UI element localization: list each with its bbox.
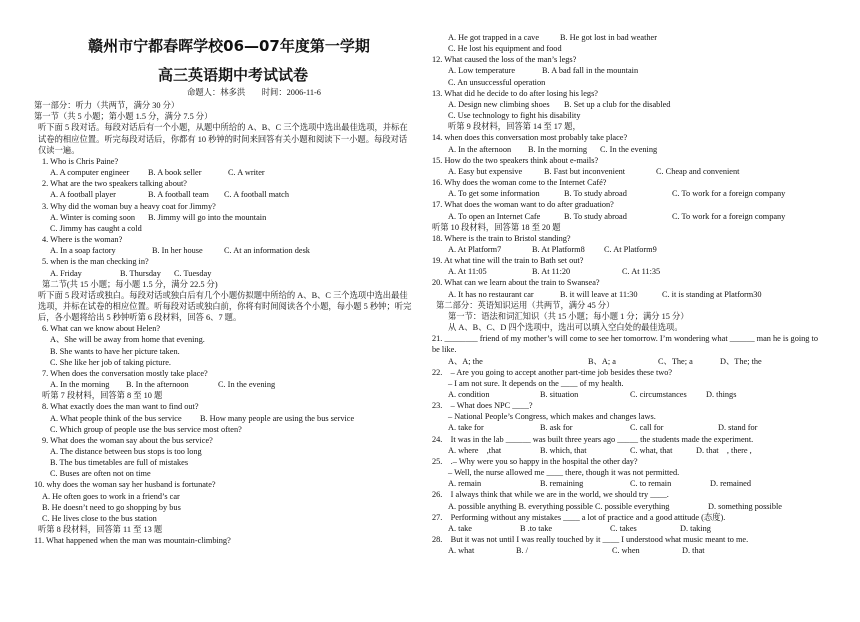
left-question-list bbox=[34, 100, 414, 546]
answer-option: A. Friday bbox=[50, 268, 82, 278]
answer-option: D. remained bbox=[710, 479, 752, 489]
question-text: 12. What caused the loss of the man’s legs? bbox=[432, 55, 577, 65]
question-text: 19. At what tine will the train to Bath set out? bbox=[432, 256, 584, 266]
answer-option: A. what bbox=[448, 546, 475, 556]
answer-option: A. To get some information bbox=[448, 189, 540, 199]
answer-options bbox=[34, 268, 414, 279]
answer-options bbox=[432, 422, 824, 433]
answer-option: B. situation bbox=[540, 390, 579, 399]
question-text: 24. It was in the lab ______ was built three years ago _____ the students made the experiment. bbox=[432, 434, 754, 444]
answer-option: C. At Platform9 bbox=[604, 244, 657, 254]
answer-option: B. In the morning bbox=[528, 144, 587, 154]
answer-option: C. Cheap and convenient bbox=[656, 166, 740, 176]
answer-option: B .to take bbox=[520, 523, 553, 533]
answer-options bbox=[432, 144, 824, 155]
answer-options bbox=[34, 167, 414, 178]
question-text: 14. when does this conversation most probably take place? bbox=[432, 133, 628, 143]
question-text: 第一节（共 5 小题；第小题 1.5 分，满分 7.5 分） bbox=[34, 112, 213, 122]
exam-meta: 命题人：林多洪 时间：2006-11-6 bbox=[187, 88, 321, 97]
right-question-list bbox=[432, 32, 824, 556]
question-text: 第二部分：英语知识运用（共两节，满分 45 分） bbox=[436, 300, 615, 310]
question-text: C. An unsuccessful operation bbox=[448, 77, 546, 87]
answer-option: B. A football team bbox=[148, 190, 209, 200]
answer-option: B. To study abroad bbox=[564, 211, 627, 221]
answer-option: B. Fast but inconvenient bbox=[544, 166, 626, 176]
question-text: 2. What are the two speakers talking about? bbox=[42, 179, 187, 189]
answer-option: C、The; a bbox=[658, 356, 693, 366]
question-text: 16. Why does the woman come to the Internet Café? bbox=[432, 178, 607, 188]
answer-option: B. Set up a club for the disabled bbox=[564, 99, 671, 109]
question-text: 听下面 5 段对话或独白。每段对话或独白后有几个小题仿拟题中所给的 A、B、C 三个选项中选出最佳选项，并标在试卷的相应位置。听每段对话或独白前，你将有时间阅读各个小题，每小题 5 秒钟；听完后，各小题将给出 5 秒钟听第 6 段材料，回答 6、7 题。 bbox=[38, 290, 412, 323]
answer-options bbox=[34, 379, 414, 390]
answer-option: A. Winter is coming soon bbox=[50, 212, 136, 222]
question-text: 1. Who is Chris Paine? bbox=[42, 156, 119, 166]
exam-title-subject: 高三英语期中考试试卷 bbox=[157, 66, 308, 84]
answer-option: B. In her house bbox=[152, 246, 203, 256]
answer-option: A. Low temperature bbox=[448, 66, 516, 76]
answer-option: A、A; the bbox=[448, 356, 483, 366]
question-text: C. He lives close to the bus station bbox=[42, 513, 157, 523]
answer-option: B. Thursday bbox=[120, 268, 161, 278]
answer-option: B. / bbox=[516, 546, 528, 556]
answer-option: C. takes bbox=[610, 523, 637, 533]
question-text: C. Which group of people use the bus service most often? bbox=[50, 424, 242, 434]
question-text: C. Jimmy has caught a cold bbox=[50, 223, 142, 233]
answer-option: C. when bbox=[612, 546, 640, 556]
question-text: 7. When does the conversation mostly take place? bbox=[42, 368, 208, 378]
answer-option: A. It has no restaurant car bbox=[448, 289, 534, 299]
question-text: A、She will be away from home that evening. bbox=[50, 335, 205, 345]
answer-option: A. remain bbox=[448, 479, 482, 489]
answer-option: B. He got lost in bad weather bbox=[560, 33, 658, 42]
question-text: 18. Where is the train to Bristol standing? bbox=[432, 233, 571, 243]
answer-option: B. which, that bbox=[540, 445, 587, 455]
answer-option: C. A writer bbox=[228, 168, 265, 178]
question-text: 听第 10 段材料，回答第 18 至 20 题 bbox=[432, 222, 561, 232]
answer-option: A. Design new climbing shoes bbox=[448, 99, 550, 109]
answer-option: A. take bbox=[448, 523, 472, 533]
answer-option: A. At 11:05 bbox=[448, 267, 487, 277]
answer-options bbox=[432, 289, 824, 300]
answer-option: B. At 11:20 bbox=[532, 267, 571, 277]
answer-options bbox=[432, 523, 824, 534]
answer-option: C. to remain bbox=[630, 479, 672, 489]
answer-option: C. it is standing at Platform30 bbox=[662, 289, 762, 299]
question-text: 15. How do the two speakers think about e-mails? bbox=[432, 155, 599, 165]
exam-title-school: 赣州市宁都春晖学校06—07年度第一学期 bbox=[88, 37, 370, 55]
answer-option: C. To work for a foreign company bbox=[672, 189, 786, 199]
question-text: 26. I always think that while we are in the world, we should try ____. bbox=[432, 490, 669, 500]
answer-option: A. condition bbox=[448, 390, 490, 399]
question-text: B. She wants to have her picture taken. bbox=[50, 346, 180, 356]
answer-option: A. To open an Internet Cafe bbox=[448, 211, 541, 221]
answer-options bbox=[432, 211, 824, 222]
answer-option: A. He got trapped in a cave bbox=[448, 33, 539, 42]
answer-option: D. stand for bbox=[718, 423, 758, 433]
answer-option: B. A book seller bbox=[148, 168, 202, 178]
left-column bbox=[34, 0, 414, 546]
question-text: 第二节(共 15 小题；每小题 1.5 分，满分 22.5 分) bbox=[42, 279, 218, 289]
answer-option: A. take for bbox=[448, 423, 484, 433]
answer-options bbox=[432, 244, 824, 255]
right-column bbox=[432, 0, 824, 556]
answer-option: C. A football match bbox=[224, 190, 289, 200]
answer-options bbox=[34, 189, 414, 200]
question-text: 13. What did he decide to do after losing his legs? bbox=[432, 88, 598, 98]
question-text: C. Use technology to fight his disability bbox=[448, 111, 581, 121]
answer-option: C. Tuesday bbox=[174, 268, 212, 278]
answer-option: A. A computer engineer bbox=[50, 168, 130, 178]
answer-options bbox=[432, 188, 824, 199]
answer-options bbox=[432, 356, 824, 367]
answer-option: B. At Platform8 bbox=[532, 244, 585, 254]
answer-option: B. In the afternoon bbox=[126, 380, 189, 390]
answer-option: C. In the evening bbox=[600, 144, 658, 154]
question-text: C. Buses are often not on time bbox=[50, 469, 151, 479]
question-text: 8. What exactly does the man want to find out? bbox=[42, 402, 199, 412]
answer-option: A. In a soap factory bbox=[50, 246, 116, 256]
answer-option: D、The; the bbox=[720, 356, 762, 366]
question-text: 28. But it was not until I was really touched by it ____ I understood what music meant to me. bbox=[432, 535, 749, 545]
question-text: 听第 9 段材料，回答第 14 至 17 题， bbox=[448, 122, 581, 132]
answer-option: A. Easy but expensive bbox=[448, 166, 523, 176]
question-text: 听第 7 段材料，回答第 8 至 10 题 bbox=[42, 391, 163, 401]
answer-option: B. A bad fall in the mountain bbox=[542, 66, 639, 76]
answer-option: A. A football player bbox=[50, 190, 116, 200]
question-text: 4. Where is the woman? bbox=[42, 235, 123, 245]
answer-option: C. what, that bbox=[630, 445, 673, 455]
answer-option: C. In the evening bbox=[218, 380, 276, 390]
answer-option: C. circumstances bbox=[630, 390, 687, 399]
answer-options bbox=[432, 445, 824, 456]
question-text: 23. – What does NPC ____? bbox=[432, 401, 533, 411]
answer-option: A. where ,that bbox=[448, 445, 502, 455]
answer-option: C. To work for a foreign company bbox=[672, 211, 786, 221]
question-text: – Well, the nurse allowed me ____ there, though it was not permitted. bbox=[448, 468, 680, 478]
question-text: C. She like her job of taking picture. bbox=[50, 357, 171, 367]
answer-options bbox=[432, 478, 824, 489]
answer-option: D. taking bbox=[680, 523, 711, 533]
answer-option: B. it will leave at 11:30 bbox=[560, 289, 638, 299]
answer-option: A. possible anything B. everything possible C. possible everything bbox=[448, 501, 670, 511]
question-text: 10. why does the woman say her husband is fortunate? bbox=[34, 480, 216, 490]
question-text: A. The distance between bus stops is too long bbox=[50, 447, 202, 456]
answer-options bbox=[432, 545, 824, 556]
question-text: – I am not sure. It depends on the ____ of my health. bbox=[448, 378, 624, 388]
question-text: C. He lost his equipment and food bbox=[448, 44, 562, 54]
answer-options bbox=[34, 212, 414, 223]
answer-option: D. something possible bbox=[708, 501, 782, 511]
answer-options bbox=[34, 413, 414, 424]
answer-options bbox=[432, 32, 824, 43]
answer-option: C. At 11:35 bbox=[622, 267, 661, 277]
question-text: A. He often goes to work in a friend’s car bbox=[42, 491, 180, 501]
answer-option: B. remaining bbox=[540, 479, 584, 489]
answer-option: D. that bbox=[682, 546, 705, 556]
answer-option: B. How many people are using the bus service bbox=[200, 413, 355, 423]
answer-option: A. What people think of the bus service bbox=[50, 413, 182, 423]
answer-options bbox=[432, 389, 824, 400]
question-text: B. He doesn’t need to go shopping by bus bbox=[42, 502, 181, 512]
question-text: 听第 8 段材料，回答第 11 至 13 题 bbox=[38, 525, 163, 535]
question-text: 20. What can we learn about the train to Swansea? bbox=[432, 278, 600, 288]
question-text: 17. What does the woman want to do after graduation? bbox=[432, 200, 614, 210]
answer-option: D. things bbox=[706, 390, 737, 399]
question-text: 第一部分：听力（共两节，满分 30 分） bbox=[34, 101, 180, 111]
answer-option: D. that , there , bbox=[696, 445, 752, 455]
question-text: 9. What does the woman say about the bus service? bbox=[42, 435, 213, 445]
question-text: 11. What happened when the man was mountain-climbing? bbox=[34, 536, 231, 546]
question-text: 3. Why did the woman buy a heavy coat for Jimmy? bbox=[42, 201, 216, 211]
question-text: 21. ________ friend of my mother’s will come to see her tomorrow. I’m wondering what ______ man he is going to be like. bbox=[432, 334, 818, 355]
question-text: 5. when is the man checking in? bbox=[42, 257, 149, 267]
answer-option: B、A; a bbox=[588, 356, 616, 366]
question-text: 22. – Are you going to accept another part-time job besides these two? bbox=[432, 367, 673, 377]
answer-option: C. call for bbox=[630, 423, 664, 433]
answer-options bbox=[432, 501, 824, 512]
question-text: B. The bus timetables are full of mistakes bbox=[50, 458, 189, 468]
answer-option: B. ask for bbox=[540, 423, 573, 433]
answer-options bbox=[432, 99, 824, 110]
question-text: 27. Performing without any mistakes ____ a lot of practice and a good attitude (态度). bbox=[432, 512, 726, 522]
answer-option: B. To study abroad bbox=[564, 189, 627, 199]
question-text: 从 A、B、C、D 四个选项中，选出可以填入空白处的最佳选项。 bbox=[448, 323, 683, 333]
question-text: – National People’s Congress, which makes and changes laws. bbox=[448, 412, 656, 422]
answer-option: A. At Platform7 bbox=[448, 244, 502, 254]
question-text: 听下面 5 段对话。每段对话后有一个小题，从题中所给的 A、B、C 三个选项中选出最佳选项，并标在试卷的相应位置。听完每段对话后，你都有 10 秒钟的时间来回答有关小题和阅读下一小题。每段对话仅读一遍。 bbox=[38, 123, 408, 155]
question-text: 25. .– Why were you so happy in the hospital the other day? bbox=[432, 456, 638, 466]
answer-options bbox=[432, 266, 824, 277]
answer-option: A. In the afternoon bbox=[448, 144, 512, 154]
answer-option: A. In the morning bbox=[50, 380, 110, 390]
answer-option: C. At an information desk bbox=[224, 246, 310, 256]
answer-options bbox=[34, 245, 414, 256]
answer-options bbox=[432, 166, 824, 177]
answer-option: B. Jimmy will go into the mountain bbox=[148, 212, 267, 222]
answer-options bbox=[432, 65, 824, 76]
question-text: 第一节：语法和词汇知识（共 15 小题；每小题 1 分；满分 15 分） bbox=[448, 311, 689, 321]
question-text: 6. What can we know about Helen? bbox=[42, 324, 161, 334]
